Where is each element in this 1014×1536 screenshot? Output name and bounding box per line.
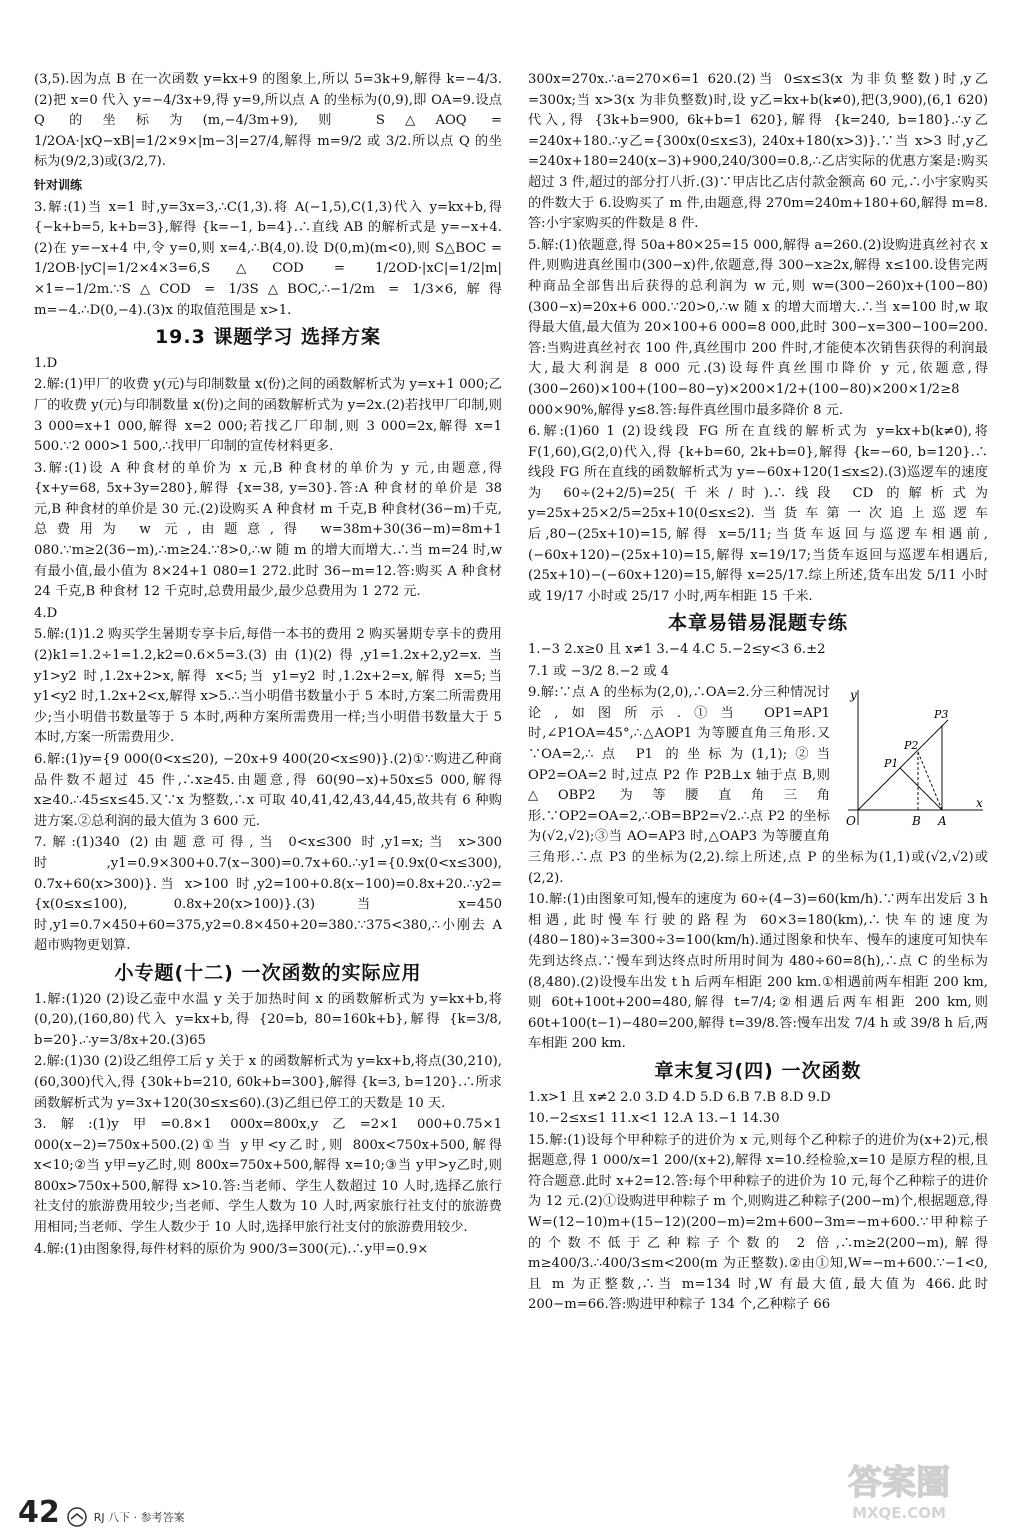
answer-paragraph: 15.解:(1)设每个甲种粽子的进价为 x 元,则每个乙种粽子的进价为(x+2)元,根据题意,得 1 000/x=1 200/(x+2),解得 x=10.经检验,x=10 是原方程的根,且符合题意.此时 x+2=12.答:每个甲种粽子的进价为 10 元,每个乙种粽子的进价为 12 元.(2)①设购进甲种粽子 m 个,则购进乙种粽子(200−m)个,根据题意,得 W=(12−10)m+(15−12)(200−m)=2m+600−3m=−m+600.∵甲种粽子的个数不低于乙种粽子个数的 2 倍,∴m≥2(200−m),解得 m≥400/3.∴400/3≤m<200(m 为正整数).②由①知,W=−m+600.∵−1<0,且 m 为正整数,∴当 m=134 时,W 有最大值,最大值为 466.此时 200−m=66.答:购进甲种粽子 134 个,乙种粽子 66 — [528, 1132, 988, 1313]
answer-paragraph: 7.解:(1)340 (2)由题意可得,当 0<x≤300 时,y1=x;当 x>300 时,y1=0.9×300+0.7(x−300)=0.7x+60.∴y1={0.9x(0<x≤300), 0.7x+60(x>300)}.当 x>100 时,y2=100+0.8(x−100)=0.8x+20.∴y2={x(0≤x≤100), 0.8x+20(x>100)}.(3)当 x=450 时,y1=0.7×450+60=375,y2=0.8×450+20=380.∵375<380,∴小刚去 A 超市购物更划算. — [34, 835, 502, 954]
footer-subtitle: RJ 八下 · 参考答案 — [93, 1511, 185, 1524]
answer-paragraph: 2.解:(1)甲厂的收费 y(元)与印制数量 x(份)之间的函数解析式为 y=x+1 000;乙厂的收费 y(元)与印制数量 x(份)之间的函数解析式为 y=2x.(2)若找甲厂印制,则 3 000=x+1 000,解得 x=2 000;若找乙厂印制,则 3 000=2x,解得 x=1 500.∵2 000>1 500,∴找甲厂印制的宣传材料更多. — [34, 377, 502, 455]
left-column — [34, 70, 502, 1261]
answer-paragraph: 1.解:(1)20 (2)设乙壶中水温 y 关于加热时间 x 的函数解析式为 y=kx+b,将(0,20),(160,80)代入 y=kx+b,得 {20=b, 80=160k+b},解得 {k=3/8, b=20}.∴y=3/8x+20.(3)65 — [34, 991, 502, 1048]
page-footer — [18, 1492, 185, 1528]
answer-paragraph: 300x=270x.∴a=270×6=1 620.(2)当 0≤x≤3(x 为非负整数)时,y乙=300x;当 x>3(x 为非负整数)时,设 y乙=kx+b(k≠0),把(3,900),(6,1 620)代入,得 {3k+b=900, 6k+b=1 620},解得 {k=240, b=180}.∴y乙=240x+180.∴y乙={300x(0≤x≤3), 240x+180(x>3)}.∵当 x>3 时,y乙=240x+180=240(x−3)+900,240/300=0.8,∴乙店实际的优惠方案是:购买超过 3 件,超过的部分打八折.(3)∵甲店比乙店付款金额高 60 元,∴小宇家购买的件数大于 6.设购买了 m 件,由题意,得 270m=240m+180+60,解得 m=8.答:小宇家购买的件数是 8 件. — [528, 72, 988, 232]
x-axis-label: x — [976, 796, 983, 811]
answer-paragraph: 1.−3 2.x≥0 且 x≠1 3.−4 4.C 5.−2≤y<3 6.±2 — [528, 642, 826, 658]
answer-paragraph: 3.解:(1)当 x=1 时,y=3x=3,∴C(1,3).将 A(−1,5),C(1,3)代入 y=kx+b,得 {−k+b=5, k+b=3},解得 {k=−1, b=4}.∴直线 AB 的解析式是 y=−x+4.(2)在 y=−x+4 中,令 y=0,则 x=4,∴B(4,0).设 D(0,m)(m<0),则 S△BOC = 1/2OB·|yC|=1/2×4×3=6,S△COD = 1/2OD·|xC|=1/2|m|×1=−1/2m.∵S△COD = 1/3S△BOC,∴−1/2m = 1/3×6,解得 m=−4.∴D(0,−4).(3)x 的取值范围是 x>1. — [34, 199, 502, 318]
section-heading: 小专题(十二) 一次函数的实际应用 — [114, 961, 422, 984]
answer-paragraph: 1.D — [34, 355, 58, 371]
ray-line — [858, 720, 948, 810]
point-p1-label: P1 — [884, 757, 899, 771]
answer-paragraph: 10.−2≤x≤1 11.x<1 12.A 13.−1 14.30 — [528, 1111, 780, 1127]
answer-paragraph: 4.D — [34, 605, 58, 621]
answer-paragraph: 3.解:(1)设 A 种食材的单价为 x 元,B 种食材的单价为 y 元,由题意,得 {x+y=68, 5x+3y=280},解得 {x=38, y=30}.答:A 种食材的单价是 38 元,B 种食材的单价是 30 元.(2)设购买 A 种食材 m 千克,B 种食材(36−m)千克,总费用为 w 元,由题意,得 w=38m+30(36−m)=8m+1 080.∵m≥2(36−m),∴m≥24.∵8>0,∴w 随 m 的增大而增大.∴当 m=24 时,w 有最小值,最小值为 8×24+1 080=1 272.此时 36−m=12.答:购买 A 种食材 24 千克,B 种食材 12 千克时,总费用最少,最少总费用为 1 272 元. — [34, 460, 502, 600]
answer-paragraph: 6.解:(1)y={9 000(0<x≤20), −20x+9 400(20<x≤90)}.(2)①∵购进乙种商品件数不超过 45 件,∴x≥45.由题意,得 60(90−x)+50x≤5 000,解得 x≥40.∴45≤x≤45.又∵x 为整数,∴x 可取 40,41,42,43,44,45,故共有 6 种购进方案.②总利润的最大值为 3 600 元. — [34, 752, 502, 829]
answer-paragraph: 9.解:∵点 A 的坐标为(2,0),∴OA=2.分三种情况讨论,如图所示.①当 OP1=AP1 时,∠P1OA=45°,∴△AOP1 为等腰直角三角形.又∵OA=2,∴点 P1 的坐标为(1,1);②当 OP2=OA=2 时,过点 P2 作 P2B⊥x 轴于点 B,则△OBP2 为等腰直角三角形.∵OP2=OA=2,∴OB=BP2=√2.∴点 P2 的坐标为(√2,√2);③当 AO=AP3 时,△OAP3 为等腰直角三角形.∴点 P3 的坐标为(2,2).综上所述,点 P 的坐标为(1,1)或(√2,√2)或(2,2). — [528, 685, 988, 886]
answer-paragraph: 10.解:(1)由图象可知,慢车的速度为 60÷(4−3)=60(km/h).∵两车出发后 3 h 相遇,此时慢车行驶的路程为 60×3=180(km),∴快车的速度为(480−180)÷3=300÷3=100(km/h).通过图象和快车、慢车的速度可知快车先到达终点.∵慢车到达终点时所用时间为 480÷60=8(h),∴点 C 的坐标为(8,480).(2)设慢车出发 t h 后两车相距 200 km.①相遇前两车相距 200 km,则 60t+100t+200=480,解得 t=7/4;②相遇后两车相距 200 km,则 60t+100(t−1)−480=200,解得 t=39/8.答:慢车出发 7/4 h 或 39/8 h 后,两车相距 200 km. — [528, 892, 988, 1052]
watermark-domain: MXQE.COM — [852, 1504, 946, 1522]
point-b-label: B — [912, 814, 921, 829]
section-label: 针对训练 — [34, 177, 83, 192]
point-p3-label: P3 — [934, 708, 949, 722]
right-column — [528, 70, 988, 1317]
section-heading: 章末复习(四) 一次函数 — [654, 1059, 862, 1082]
segment-a-p2 — [918, 752, 942, 810]
answer-paragraph: 3.解:(1)y甲=0.8×1 000x=800x,y乙=2×1 000+0.75×1 000(x−2)=750x+500.(2)①当 y甲<y乙时,则 800x<750x+500,解得 x<10;②当 y甲=y乙时,则 800x=750x+500,解得 x=10;③当 y甲>y乙时,则 800x>750x+500,解得 x>10.答:当老师、学生人数超过 10 人时,选择乙旅行社支付的旅游费用较少;当老师、学生人数为 10 人时,两家旅行社支付的旅游费用相同;当老师、学生人数少于 10 人时,选择甲旅行社支付的旅游费用较少. — [34, 1117, 502, 1236]
page-number: 42 — [18, 1495, 60, 1530]
point-p2-label: P2 — [904, 739, 919, 753]
watermark-text: 答案圈 — [848, 1463, 950, 1503]
answer-paragraph: 1.x>1 且 x≠2 2.0 3.D 4.D 5.D 6.B 7.B 8.D 9.D — [528, 1089, 831, 1105]
answer-paragraph: (3,5).因为点 B 在一次函数 y=kx+9 的图象上,所以 5=3k+9,解得 k=−4/3.(2)把 x=0 代入 y=−4/3x+9,得 y=9,所以点 A 的坐标为(0,9),即 OA=9.设点 Q 的坐标为(m,−4/3m+9),则 S△AOQ = 1/2OA·|xQ−xB|=1/2×9×|m−3|=27/4,解得 m=9/2 或 3/2.所以点 Q 的坐标为(9/2,3)或(3/2,7). — [34, 72, 502, 170]
segment-a-p1 — [900, 768, 942, 810]
coordinate-figure — [838, 685, 988, 835]
answer-paragraph: 5.解:(1)依题意,得 50a+80×25=15 000,解得 a=260.(2)设购进真丝衬衣 x 件,则购进真丝围巾(300−x)件,依题意,得 300−x≥2x,解得 x≤100.设售完两种商品全部售出后获得的总利润为 w 元,则 w=(300−260)x+(100−80)(300−x)=20x+6 000.∵20>0,∴w 随 x 的增大而增大.∴当 x=100 时,w 取得最大值,最大值为 20×100+6 000=8 000,此时 300−x=300−100=200.答:当购进真丝衬衣 100 件,真丝围巾 200 件时,才能使本次销售获得的利润最大,最大利润是 8 000 元.(3)设每件真丝围巾降价 y 元,依题意,得(300−260)×100+(100−80−y)×200×1/2+(100−80)×200×1/2≥8 000×90%,解得 y≤8.答:每件真丝围巾最多降价 8 元. — [528, 237, 988, 418]
answer-paragraph: 4.解:(1)由图象得,每件材料的原价为 900/3=300(元).∴y甲=0.9× — [34, 1241, 429, 1257]
section-heading: 19.3 课题学习 选择方案 — [154, 326, 382, 349]
y-axis-label: y — [850, 688, 857, 703]
answer-paragraph: 6.解:(1)60 1 (2)设线段 FG 所在直线的解析式为 y=kx+b(k≠0),将 F(1,60),G(2,0)代入,得 {k+b=60, 2k+b=0},解得 {k=−60, b=120}.∴线段 FG 所在直线的函数解析式为 y=−60x+120(1≤x≤2).(3)巡逻车的速度为 60÷(2+2/5)=25(千米/时).∴线段 CD 的解析式为 y=25x+25×2/5=25x+10(0≤x≤2).当货车第一次追上巡逻车后,80−(25x+10)=15,解得 x=5/11;当货车返回与巡逻车相遇前,(−60x+120)−(25x+10)=15,解得 x=19/17;当货车返回与巡逻车相遇后,(25x+10)−(−60x+120)=15,解得 x=25/17.综上所述,货车出发 5/11 小时或 19/17 小时或 25/17 小时,两车相距 15 千米. — [528, 424, 988, 604]
section-heading: 本章易错易混题专练 — [667, 612, 848, 635]
watermark-logo — [804, 1456, 994, 1526]
book-logo-icon — [66, 1506, 88, 1528]
answer-paragraph: 2.解:(1)30 (2)设乙组停工后 y 关于 x 的函数解析式为 y=kx+b,将点(30,210),(60,300)代入,得 {30k+b=210, 60k+b=300},解得 {k=3, b=120}.∴所求函数解析式为 y=3x+120(30≤x≤60).(3)乙组已停工的天数是 10 天. — [34, 1054, 502, 1111]
origin-label: O — [846, 814, 856, 829]
answer-paragraph: 7.1 或 −3/2 8.−2 或 4 — [528, 663, 669, 679]
point-a-label: A — [938, 814, 947, 829]
answer-paragraph: 5.解:(1)1.2 购买学生暑期专享卡后,每借一本书的费用 2 购买暑期专享卡的费用 (2)k1=1.2÷1=1.2,k2=0.6×5=3.(3)由(1)(2)得,y1=1.2x+2,y2=x.当 y1>y2 时,1.2x+2>x,解得 x<5;当 y1=y2 时,1.2x+2=x,解得 x=5;当 y1<y2 时,1.2x+2<x,解得 x>5.∴当小明借书数量小于 5 本时,方案二所需费用少;当小明借书数量等于 5 本时,两种方案所需费用一样;当小明借书数量大于 5 本时,方案一所需费用少. — [34, 627, 502, 746]
